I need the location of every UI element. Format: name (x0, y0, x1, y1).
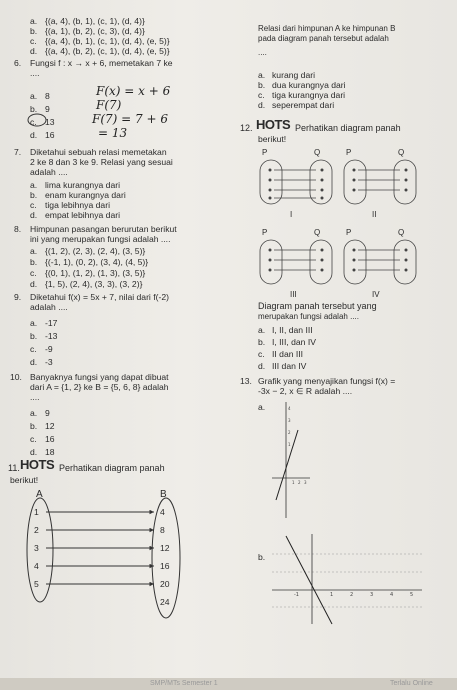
svg-text:3: 3 (370, 592, 374, 598)
q13-number: 13. (240, 376, 252, 386)
q5-option-b-text: {(a, 1), (b, 2), (c, 3), (d, 4)} (45, 26, 145, 36)
q5-option-b-letter: b. (30, 26, 38, 36)
q7-line-3: adalah .... (30, 167, 68, 177)
q7-option-c-text: tiga lebihnya dari (45, 200, 110, 210)
q12-diagrams-bottom (252, 238, 432, 288)
q10-option-c-text: 16 (45, 434, 55, 444)
q7-option-a-letter: a. (30, 180, 38, 190)
q9-option-b-text: -13 (45, 331, 58, 341)
q6-option-d-letter: d. (30, 130, 38, 140)
q11-number: 11. (8, 463, 20, 473)
q8-option-d-letter: d. (30, 279, 38, 289)
q13-option-a-letter: a. (258, 402, 266, 412)
q8-option-c-text: {(0, 1), (1, 2), (1, 3), (3, 5)} (45, 268, 146, 278)
q8-option-d-text: {1, 5), (2, 4), (3, 3), (3, 2)} (45, 279, 143, 289)
svg-text:2: 2 (298, 480, 301, 485)
q5-right-option-c-text: tiga kurangnya dari (272, 90, 346, 100)
q6-number: 6. (14, 58, 22, 68)
q7-option-b-letter: b. (30, 190, 38, 200)
q9-line-1: Diketahui f(x) = 5x + 7, nilai dari f(-2) (30, 292, 169, 302)
q12-roman-1: I (290, 210, 293, 219)
q13-line-2: -3x − 2, x ∈ R adalah .... (258, 386, 353, 396)
q11-set-b-label: B (160, 489, 167, 500)
q6-option-d-text: 16 (45, 130, 55, 140)
q5-right-option-d-letter: d. (258, 100, 266, 110)
q11-b-4: 4 (160, 507, 165, 517)
q12-d2-q-label: Q (398, 148, 405, 157)
q13-line-1: Grafik yang menyajikan fungsi f(x) = (258, 376, 396, 386)
q5-right-option-a-text: kurang dari (272, 70, 315, 80)
q5-option-c-text: {(a, 4), (b, 1), (c, 1), (d, 4), (e, 5)} (45, 36, 170, 46)
q13-graph-b (272, 532, 422, 627)
q12-option-a-text: I, II, dan III (272, 325, 313, 335)
q12-d1-q-label: Q (314, 148, 321, 157)
q12-roman-2: II (372, 210, 377, 219)
q9-option-a-text: -17 (45, 318, 58, 328)
q5-right-blank: .... (258, 48, 267, 57)
q10-number: 10. (10, 372, 22, 382)
q12-roman-4: IV (372, 290, 380, 299)
q12-d4-p-label: P (346, 228, 352, 237)
q9-option-a-letter: a. (30, 318, 38, 328)
q8-line-1: Himpunan pasangan berurutan berikut (30, 224, 177, 234)
q12-d4-q-label: Q (398, 228, 405, 237)
q7-line-2: 2 ke 8 dan 3 ke 9. Relasi yang sesuai (30, 157, 173, 167)
q6-handwriting-2: F(7) (96, 98, 122, 112)
q12-number: 12. (240, 123, 253, 133)
q11-a-2: 2 (34, 525, 39, 535)
q6-option-a-letter: a. (30, 91, 38, 101)
q5-right-option-b-text: dua kurangnya dari (272, 80, 346, 90)
svg-text:-1: -1 (294, 592, 299, 598)
q11-b-20: 20 (160, 579, 170, 589)
q5-right-line-1: Relasi dari himpunan A ke himpunan B (258, 24, 396, 33)
q12-hots-badge: HOTS (256, 117, 291, 132)
q12-d3-q-label: Q (314, 228, 321, 237)
q12-line-2: berikut! (258, 134, 287, 144)
q12-option-b-letter: b. (258, 337, 266, 347)
q8-option-a-text: {(1, 2), (2, 3), (2, 4), (3, 5)} (45, 246, 146, 256)
footer-left-text: SMP/MTs Semester 1 (150, 680, 218, 687)
q12-text: Perhatikan diagram panah (295, 123, 401, 133)
q11-line-2: berikut! (10, 475, 39, 485)
q5-right-option-d-text: seperempat dari (272, 100, 335, 110)
q12-d2-p-label: P (346, 148, 352, 157)
q7-option-c-letter: c. (30, 200, 37, 210)
q6-handwriting-1: F(x) = x + 6 (96, 84, 171, 98)
q6-text: Fungsi f : x → x + 6, memetakan 7 ke (30, 58, 173, 68)
q11-a-4: 4 (34, 561, 39, 571)
svg-text:2: 2 (350, 592, 354, 598)
svg-text:1: 1 (288, 442, 291, 447)
svg-text:4: 4 (390, 592, 394, 598)
q12-option-c-letter: c. (258, 349, 265, 359)
svg-text:1: 1 (292, 480, 295, 485)
q11-set-a-oval (27, 498, 53, 602)
q10-option-b-letter: b. (30, 421, 38, 431)
q10-option-b-text: 12 (45, 421, 55, 431)
q10-option-a-letter: a. (30, 408, 38, 418)
q10-line-1: Banyaknya fungsi yang dapat dibuat (30, 372, 169, 382)
q6-option-c-text: 13 (45, 117, 55, 127)
q11-a-1: 1 (34, 507, 39, 517)
page-footer (0, 678, 457, 690)
q9-option-d-letter: d. (30, 357, 38, 367)
q8-option-a-letter: a. (30, 246, 38, 256)
q9-option-c-text: -9 (45, 344, 53, 354)
q10-option-c-letter: c. (30, 434, 37, 444)
svg-text:3: 3 (304, 480, 307, 485)
q11-arrows (46, 512, 154, 584)
q10-line-3: .... (30, 392, 40, 402)
q11-b-16: 16 (160, 561, 170, 571)
svg-text:1: 1 (330, 592, 334, 598)
q11-text: Perhatikan diagram panah (59, 463, 165, 473)
q13-option-b-letter: b. (258, 552, 266, 562)
q6-option-c-circle-mark (27, 113, 47, 127)
q7-line-1: Diketahui sebuah relasi memetakan (30, 147, 167, 157)
q9-option-c-letter: c. (30, 344, 37, 354)
svg-text:4: 4 (288, 406, 291, 411)
q12-option-c-text: II dan III (272, 349, 304, 359)
q10-option-d-letter: d. (30, 447, 38, 457)
q11-hots-badge: HOTS (20, 457, 55, 472)
q5-right-line-2: pada diagram panah tersebut adalah (258, 34, 389, 43)
q6-blank: .... (30, 68, 40, 78)
svg-text:5: 5 (410, 592, 414, 598)
q5-option-d-letter: d. (30, 46, 38, 56)
q5-option-a-letter: a. (30, 16, 38, 26)
q10-option-d-text: 18 (45, 447, 55, 457)
q8-line-2: ini yang merupakan fungsi adalah .... (30, 234, 171, 244)
q9-line-2: adalah .... (30, 302, 68, 312)
q7-option-d-text: empat lebihnya dari (45, 210, 121, 220)
q6-option-b-text: 9 (45, 104, 50, 114)
q5-option-d-text: {(a, 4), (b, 2), (c, 1), (d, 4), (e, 5)} (45, 46, 170, 56)
q12-option-d-letter: d. (258, 361, 266, 371)
q6-option-a-text: 8 (45, 91, 50, 101)
q5-right-option-a-letter: a. (258, 70, 266, 80)
q7-option-b-text: enam kurangnya dari (45, 190, 126, 200)
q11-a-5: 5 (34, 579, 39, 589)
q12-d1-p-label: P (262, 148, 268, 157)
q9-number: 9. (14, 292, 22, 302)
q11-b-24: 24 (160, 597, 170, 607)
q7-number: 7. (14, 147, 22, 157)
q8-option-b-text: {(-1, 1), (0, 2), (3, 4), (4, 5)} (45, 257, 149, 267)
q13-graph-a (272, 400, 312, 520)
q11-a-3: 3 (34, 543, 39, 553)
q10-option-a-text: 9 (45, 408, 50, 418)
q12-roman-3: III (290, 290, 297, 299)
q11-b-8: 8 (160, 525, 165, 535)
q5-option-a-text: {(a, 4), (b, 1), (c, 1), (d, 4)} (45, 16, 145, 26)
q7-option-a-text: lima kurangnya dari (45, 180, 120, 190)
q12-after-line-1: Diagram panah tersebut yang (258, 301, 377, 311)
q5-option-c-letter: c. (30, 36, 37, 46)
q6-handwriting-4: = 13 (98, 126, 128, 140)
svg-text:2: 2 (288, 430, 291, 435)
q8-number: 8. (14, 224, 22, 234)
svg-text:3: 3 (288, 418, 291, 423)
q8-option-c-letter: c. (30, 268, 37, 278)
q12-option-a-letter: a. (258, 325, 266, 335)
q10-line-2: dari A = {1, 2} ke B = {5, 6, 8} adalah (30, 382, 169, 392)
q5-right-option-b-letter: b. (258, 80, 266, 90)
q12-option-d-text: III dan IV (272, 361, 307, 371)
q12-after-line-2: merupakan fungsi adalah .... (258, 312, 359, 321)
q11-set-a-label: A (36, 489, 43, 500)
q7-option-d-letter: d. (30, 210, 38, 220)
footer-right-text: Terlalu Online (390, 680, 433, 687)
q5-right-option-c-letter: c. (258, 90, 265, 100)
q12-d3-p-label: P (262, 228, 268, 237)
q9-option-d-text: -3 (45, 357, 53, 367)
q9-option-b-letter: b. (30, 331, 38, 341)
q6-option-c-letter: c. (30, 117, 37, 127)
q6-handwriting-3: F(7) = 7 + 6 (92, 112, 168, 126)
q12-option-b-text: I, III, dan IV (272, 337, 316, 347)
q6-option-b-letter: b. (30, 104, 38, 114)
q8-option-b-letter: b. (30, 257, 38, 267)
q11-b-12: 12 (160, 543, 170, 553)
q12-diagrams-top (252, 158, 432, 208)
